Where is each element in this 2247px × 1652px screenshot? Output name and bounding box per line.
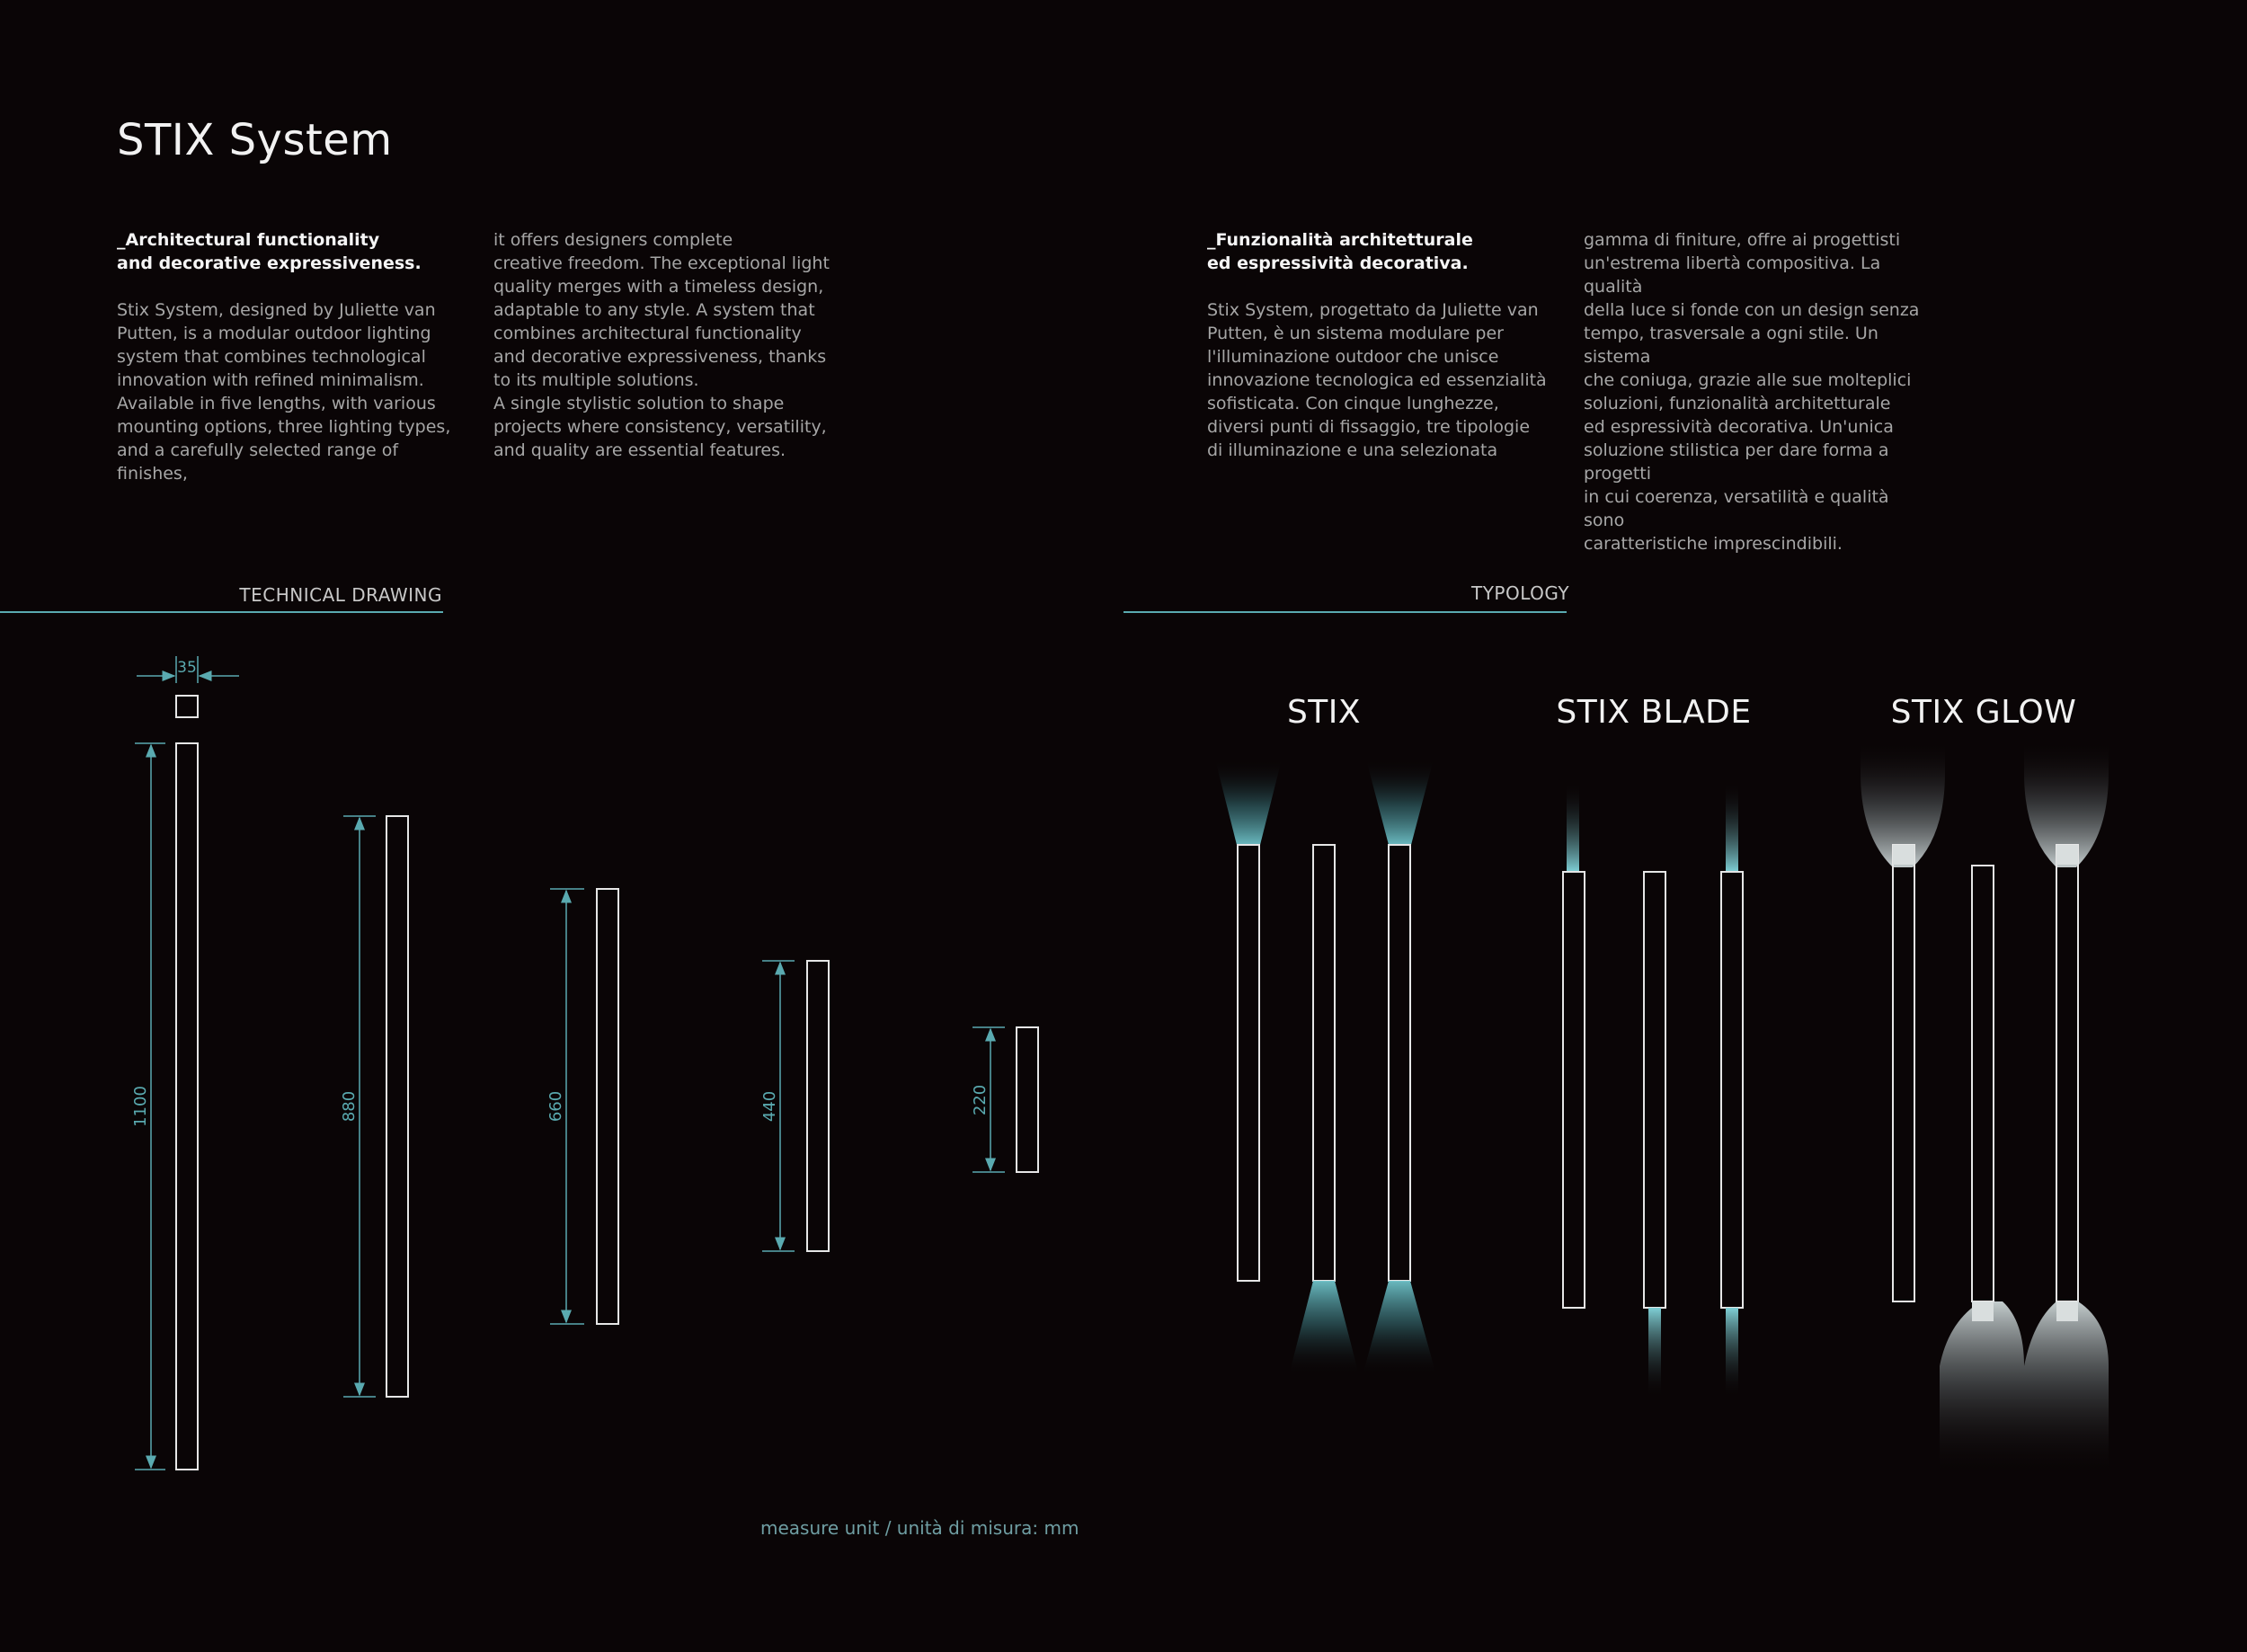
bar-1100: [131, 743, 198, 1470]
text-line: Available in five lengths, with various: [117, 394, 436, 413]
typology-stix: [1215, 759, 1436, 1375]
english-heading-line-1: _Architectural functionality: [117, 230, 380, 250]
page-title: STIX System: [117, 115, 393, 165]
length-label-220: 220: [971, 1084, 990, 1116]
measure-unit-note: measure unit / unità di misura: mm: [760, 1517, 1079, 1539]
text-line: combines architectural functionality: [493, 324, 802, 343]
text-line: caratteristiche imprescindibili.: [1584, 534, 1843, 554]
text-line: soluzione stilistica per dare forma a progetti: [1584, 440, 1889, 484]
width-dimension: [137, 656, 239, 717]
text-line: Putten, is a modular outdoor lighting: [117, 324, 431, 343]
text-line: che coniuga, grazie alle sue molteplici: [1584, 370, 1912, 390]
text-line: innovazione tecnologica ed essenzialità: [1207, 370, 1547, 390]
length-label-1100: 1100: [131, 1086, 150, 1127]
bar-660: [546, 889, 618, 1324]
text-line: adaptable to any style. A system that: [493, 300, 815, 320]
text-line: sofisticata. Con cinque lunghezze,: [1207, 394, 1499, 413]
text-line: Stix System, progettato da Juliette van: [1207, 300, 1539, 320]
text-line: in cui coerenza, versatilità e qualità sono: [1584, 487, 1889, 530]
typology-title-stix-glow: STIX GLOW: [1890, 694, 2077, 731]
text-line: and quality are essential features.: [493, 440, 786, 460]
typology-stix-glow: [1861, 742, 2109, 1474]
english-heading-line-2: and decorative expressiveness.: [117, 253, 422, 273]
text-line: projects where consistency, versatility,: [493, 417, 827, 437]
profile-section: [176, 696, 198, 717]
text-line: Stix System, designed by Juliette van: [117, 300, 436, 320]
technical-drawing-label: TECHNICAL DRAWING: [239, 584, 442, 606]
length-label-440: 440: [760, 1090, 779, 1123]
text-line: to its multiple solutions.: [493, 370, 699, 390]
text-line: gamma di finiture, offre ai progettisti: [1584, 230, 1901, 250]
italian-heading-line-2: ed espressività decorativa.: [1207, 253, 1469, 273]
text-line: diversi punti di fissaggio, tre tipologie: [1207, 417, 1531, 437]
text-line: and a carefully selected range of finishes,: [117, 440, 399, 484]
text-line: creative freedom. The exceptional light: [493, 253, 830, 273]
text-line: soluzioni, funzionalità architetturale: [1584, 394, 1891, 413]
text-line: tempo, trasversale a ogni stile. Un sistema: [1584, 324, 1878, 367]
text-line: it offers designers complete: [493, 230, 733, 250]
bar-220: [971, 1027, 1038, 1172]
text-line: Putten, è un sistema modulare per: [1207, 324, 1504, 343]
text-line: ed espressività decorativa. Un'unica: [1584, 417, 1894, 437]
text-line: l'illuminazione outdoor che unisce: [1207, 347, 1499, 367]
typology-label: TYPOLOGY: [1471, 582, 1570, 604]
text-line: and decorative expressiveness, thanks: [493, 347, 827, 367]
typology-title-stix-blade: STIX BLADE: [1556, 694, 1752, 731]
italian-heading-line-1: _Funzionalità architetturale: [1207, 230, 1473, 250]
text-line: un'estrema libertà compositiva. La qualità: [1584, 253, 1881, 297]
text-line: A single stylistic solution to shape: [493, 394, 785, 413]
bar-880: [340, 816, 408, 1397]
text-line: mounting options, three lighting types,: [117, 417, 451, 437]
text-line: quality merges with a timeless design,: [493, 277, 824, 297]
width-label: 35: [177, 659, 197, 677]
length-label-660: 660: [546, 1090, 565, 1123]
typology-stix-blade: [1563, 782, 1743, 1398]
text-line: di illuminazione e una selezionata: [1207, 440, 1498, 460]
length-label-880: 880: [340, 1090, 359, 1123]
text-line: della luce si fonde con un design senza: [1584, 300, 1920, 320]
text-line: innovation with refined minimalism.: [117, 370, 424, 390]
text-line: system that combines technological: [117, 347, 426, 367]
bar-440: [760, 961, 829, 1251]
typology-title-stix: STIX: [1286, 694, 1362, 731]
